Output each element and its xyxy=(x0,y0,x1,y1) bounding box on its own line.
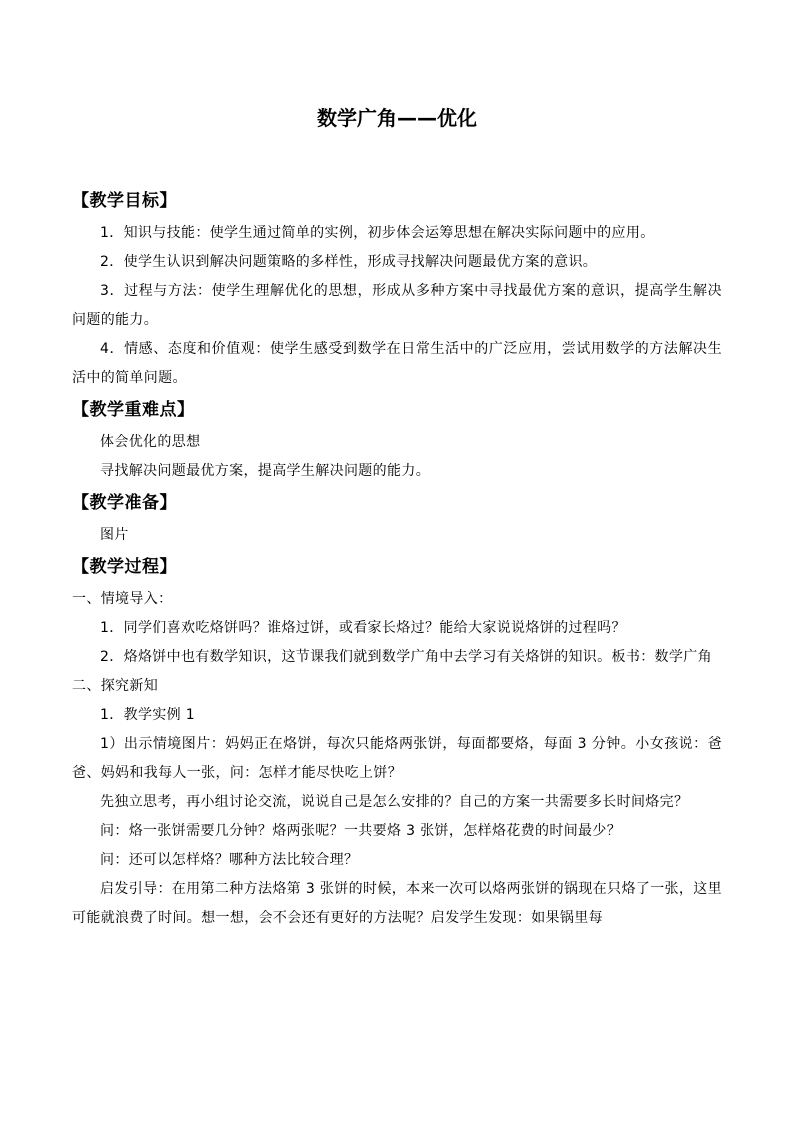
process-paragraph-1: 1．同学们喜欢吃烙饼吗？谁烙过饼，或看家长烙过？能给大家说说烙饼的过程吗？ xyxy=(100,620,626,636)
section-heading-keypoints: 【教学重难点】 xyxy=(72,400,195,420)
page-title: 数学广角——优化 xyxy=(317,106,477,130)
goal-item-3: 3．过程与方法：使学生理解优化的思想，形成从多种方案中寻找最优方案的意识，提高学生解决问题的能力。 xyxy=(72,283,722,328)
process-paragraph-7: 问：还可以怎样烙？哪种方法比较合理？ xyxy=(100,852,359,868)
goal-item-1: 1．知识与技能：使学生通过简单的实例，初步体会运筹思想在解决实际问题中的应用。 xyxy=(100,225,655,241)
prep-item-1: 图片 xyxy=(100,527,129,543)
section-heading-process: 【教学过程】 xyxy=(72,557,177,577)
process-paragraph-5: 先独立思考，再小组讨论交流，说说自己是怎么安排的？自己的方案一共需要多长时间烙完？ xyxy=(100,794,689,810)
section-heading-goals: 【教学目标】 xyxy=(72,191,177,211)
goal-item-4: 4．情感、态度和价值观：使学生感受到数学在日常生活中的广泛应用，尝试用数学的方法解决生活中的简单问题。 xyxy=(72,341,722,386)
document-body xyxy=(72,186,722,933)
process-paragraph-4: 1）出示情境图片：妈妈正在烙饼，每次只能烙两张饼，每面都要烙，每面 3 分钟。小女孩说：爸爸、妈妈和我每人一张，问：怎样才能尽快吃上饼？ xyxy=(72,736,722,781)
section-heading-prep: 【教学准备】 xyxy=(72,493,177,513)
keypoint-item-2: 寻找解决问题最优方案，提高学生解决问题的能力。 xyxy=(100,463,431,479)
process-paragraph-8: 启发引导：在用第二种方法烙第 3 张饼的时候，本来一次可以烙两张饼的锅现在只烙了一张，这里可能就浪费了时间。想一想，会不会还有更好的方法呢？启发学生发现：如果锅里每 xyxy=(72,881,722,926)
goal-item-2: 2．使学生认识到解决问题策略的多样性，形成寻找解决问题最优方案的意识。 xyxy=(100,254,598,270)
subsection-intro: 一、情境导入： xyxy=(72,591,173,607)
process-paragraph-2: 2．烙烙饼中也有数学知识，这节课我们就到数学广角中去学习有关烙饼的知识。板书：数学广角 xyxy=(100,649,712,665)
keypoint-item-1: 体会优化的思想 xyxy=(100,434,201,450)
process-paragraph-6: 问：烙一张饼需要几分钟？烙两张呢？一共要烙 3 张饼，怎样烙花费的时间最少？ xyxy=(100,823,622,839)
subsection-explore: 二、探究新知 xyxy=(72,678,159,694)
process-paragraph-3: 1．教学实例 1 xyxy=(100,707,196,723)
